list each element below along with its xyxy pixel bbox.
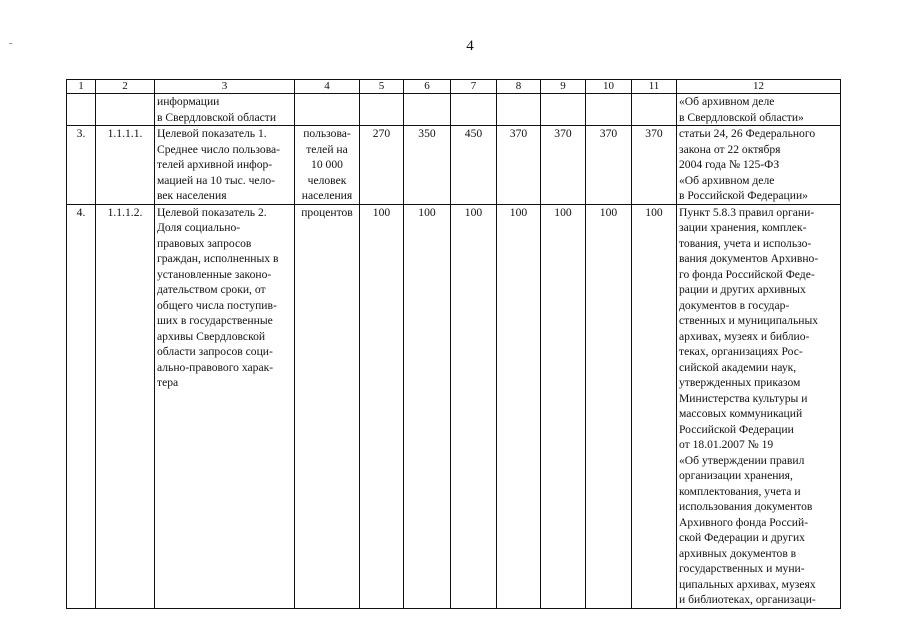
header-cell: 6 — [404, 80, 451, 94]
row-number-cell: 3. — [67, 126, 96, 205]
header-cell: 11 — [632, 80, 677, 94]
value-cell: 100 — [632, 204, 677, 608]
value-cell: 370 — [541, 126, 586, 205]
code-cell: 1.1.1.2. — [96, 204, 155, 608]
source-cell: статьи 24, 26 Федерального закона от 22 октября 2004 года № 125-ФЗ «Об архивном деле в Российской Федерации» — [677, 126, 841, 205]
value-cell: 100 — [586, 204, 632, 608]
table-row — [67, 94, 841, 126]
value-cell: 270 — [360, 126, 404, 205]
value-cell: 370 — [632, 126, 677, 205]
header-cell: 7 — [451, 80, 497, 94]
value-cell: 350 — [404, 126, 451, 205]
header-cell: 1 — [67, 80, 96, 94]
value-cell: 450 — [451, 126, 497, 205]
page-number: 4 — [466, 38, 474, 54]
value-cell: 370 — [497, 126, 541, 205]
source-cell: «Об архивном деле в Свердловской области» — [677, 94, 841, 126]
indicator-cell: Целевой показатель 1. Среднее число пользова- телей архивной инфор- мацией на 10 тыс. чело- век населения — [155, 126, 295, 205]
header-row — [67, 80, 841, 94]
value-cell: 100 — [497, 204, 541, 608]
header-cell: 3 — [155, 80, 295, 94]
table-row — [67, 126, 841, 205]
header-cell: 10 — [586, 80, 632, 94]
value-cell: 100 — [360, 204, 404, 608]
source-cell: Пункт 5.8.3 правил органи- зации хранения, комплек- тования, учета и использо- вания документов Архивно- го фонда Российской Феде- рации и других архивных документов в государ- ственных и муниципальных архивах, музеях и библио- теках, организациях Рос- сийской академии наук, утвержденных приказом Министерства культуры и массовых коммуникаций Российской Федерации от 18.01.2007 № 19 «Об утверждении правил организации хранения, комплектования, учета и использования документов Архивного фонда Россий- ской Федерации и других архивных документов в государственных и муни- ципальных архивах, музеях и библиотеках, организаци- — [677, 204, 841, 608]
header-cell: 4 — [295, 80, 360, 94]
header-cell: 2 — [96, 80, 155, 94]
program-indicators-table — [66, 79, 841, 609]
table-row — [67, 204, 841, 608]
value-cell: 100 — [451, 204, 497, 608]
header-cell: 12 — [677, 80, 841, 94]
unit-cell: процентов — [295, 204, 360, 608]
value-cell — [360, 94, 404, 126]
header-cell: 5 — [360, 80, 404, 94]
value-cell — [497, 94, 541, 126]
indicator-cell: Целевой показатель 2. Доля социально- правовых запросов граждан, исполненных в установленные законо- дательством сроки, от общего числа поступив- ших в государственные архивы Свердловской области запросов соци- ально-правового харак- тера — [155, 204, 295, 608]
indicator-cell: информации в Свердловской области — [155, 94, 295, 126]
unit-cell — [295, 94, 360, 126]
value-cell — [586, 94, 632, 126]
value-cell — [541, 94, 586, 126]
row-number-cell — [67, 94, 96, 126]
header-cell: 9 — [541, 80, 586, 94]
header-cell: 8 — [497, 80, 541, 94]
value-cell — [451, 94, 497, 126]
value-cell — [404, 94, 451, 126]
margin-mark: - — [9, 38, 13, 49]
unit-cell: пользова- телей на 10 000 человек населения — [295, 126, 360, 205]
code-cell: 1.1.1.1. — [96, 126, 155, 205]
value-cell: 100 — [541, 204, 586, 608]
code-cell — [96, 94, 155, 126]
value-cell — [632, 94, 677, 126]
value-cell: 370 — [586, 126, 632, 205]
value-cell: 100 — [404, 204, 451, 608]
row-number-cell: 4. — [67, 204, 96, 608]
